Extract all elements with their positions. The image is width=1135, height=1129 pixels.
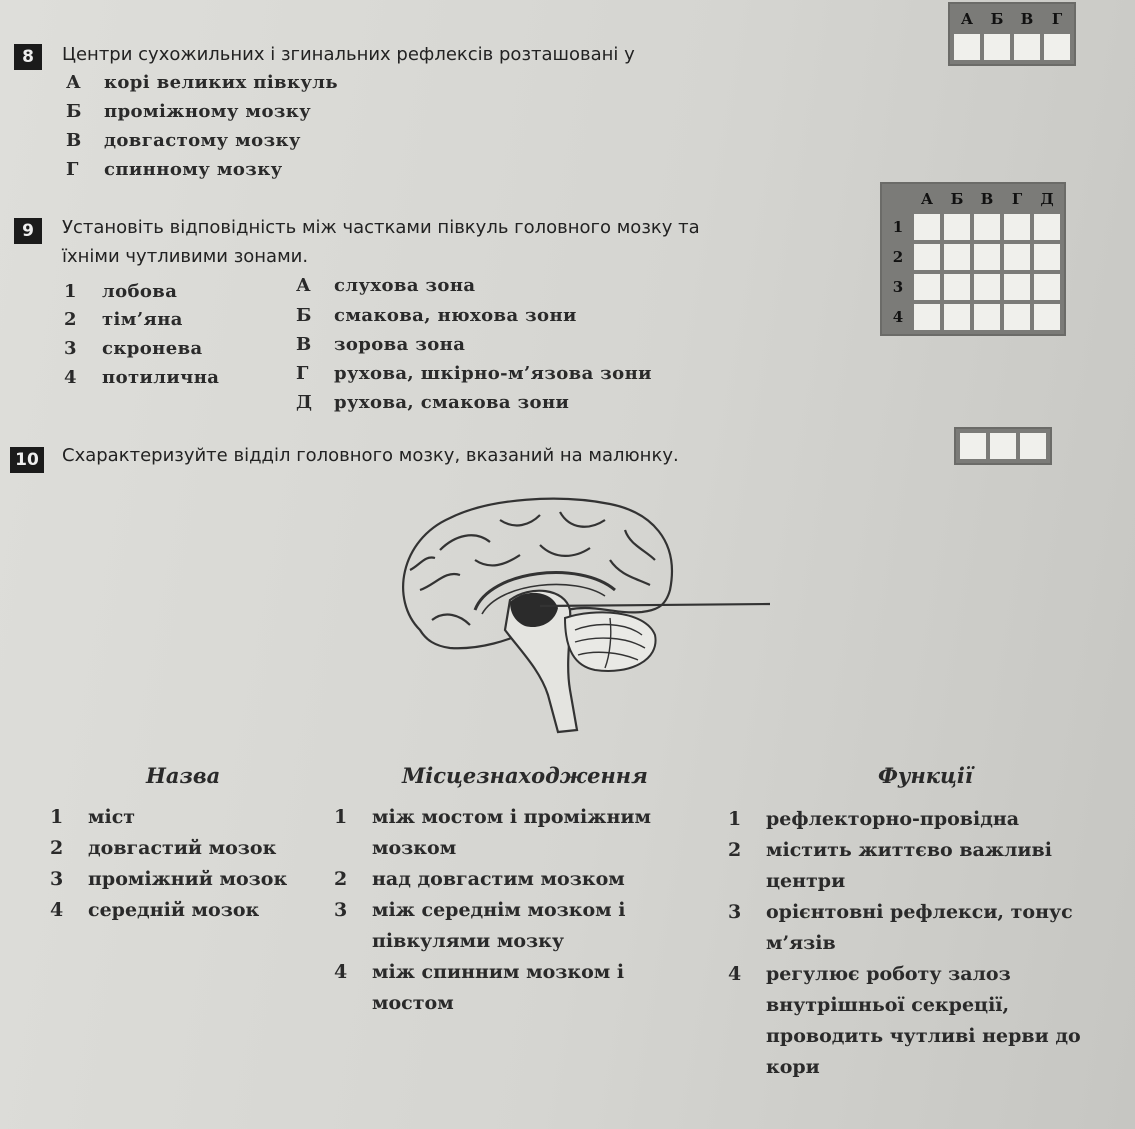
q9-left-1: 1 лобова — [64, 281, 178, 302]
answer-cell[interactable] — [990, 433, 1016, 459]
function-item: 1 рефлекторно-провідна — [728, 808, 1020, 830]
q9-grid-col-a: А — [920, 190, 934, 208]
q8-option-c: В довгастому мозку — [66, 130, 301, 151]
question-10-number: 10 — [10, 447, 44, 473]
name-item: 4 середній мозок — [50, 899, 260, 921]
answer-cell[interactable] — [944, 214, 970, 240]
answer-cell[interactable] — [984, 34, 1010, 60]
q8-answer-grid — [948, 2, 1076, 66]
answer-cell[interactable] — [1014, 34, 1040, 60]
answer-cell[interactable] — [944, 244, 970, 270]
question-8-number: 8 — [14, 44, 42, 70]
answer-cell[interactable] — [1004, 244, 1030, 270]
q9-grid-col-d: Г — [1011, 190, 1023, 208]
q8-grid-col-a: А — [960, 10, 974, 28]
brain-sagittal-illustration — [380, 490, 780, 740]
function-item: 4 регулює роботу залоз внутрішньої секреції, проводить чутливі нерви до кори — [728, 963, 1081, 1078]
answer-cell[interactable] — [1034, 244, 1060, 270]
names-list — [50, 802, 320, 926]
location-item: 1 між мостом і проміжним мозком — [334, 806, 651, 859]
answer-cell[interactable] — [974, 274, 1000, 300]
question-9-number: 9 — [14, 218, 42, 244]
column-header-name: Назва — [146, 763, 221, 788]
q9-right-e: Д рухова, смакова зони — [296, 392, 570, 413]
q8-grid-col-d: Г — [1051, 10, 1063, 28]
answer-cell[interactable] — [974, 214, 1000, 240]
q8-grid-col-b: Б — [990, 10, 1004, 28]
q9-grid-col-b: Б — [950, 190, 964, 208]
q9-right-b: Б смакова, нюхова зони — [296, 305, 577, 326]
functions-list — [728, 804, 1113, 1083]
location-item: 2 над довгастим мозком — [334, 868, 625, 890]
location-item: 4 між спинним мозком і мостом — [334, 961, 625, 1014]
answer-cell[interactable] — [974, 244, 1000, 270]
answer-cell[interactable] — [914, 244, 940, 270]
q8-option-b: Б проміжному мозку — [66, 101, 312, 122]
answer-cell[interactable] — [1034, 274, 1060, 300]
question-9-text-line1: Установіть відповідність між частками півкуль головного мозку та — [62, 217, 700, 238]
answer-cell[interactable] — [974, 304, 1000, 330]
locations-list — [334, 802, 689, 1019]
answer-cell[interactable] — [954, 34, 980, 60]
q8-option-a: А корі великих півкуль — [66, 72, 338, 93]
answer-cell[interactable] — [960, 433, 986, 459]
q9-grid-row-3: 3 — [892, 278, 904, 296]
answer-cell[interactable] — [1034, 214, 1060, 240]
q10-answer-grid — [954, 427, 1052, 465]
q8-option-d: Г спинному мозку — [66, 159, 283, 180]
q9-right-d: Г рухова, шкірно-м’язова зони — [296, 363, 652, 384]
answer-cell[interactable] — [914, 274, 940, 300]
q9-answer-grid — [880, 182, 1066, 336]
q9-left-4: 4 потилична — [64, 367, 220, 388]
name-item: 1 міст — [50, 806, 136, 828]
answer-cell[interactable] — [944, 274, 970, 300]
q9-grid-row-4: 4 — [892, 308, 904, 326]
q9-left-3: 3 скронева — [64, 338, 203, 359]
answer-cell[interactable] — [1020, 433, 1046, 459]
q9-right-c: В зорова зона — [296, 334, 466, 355]
q9-grid-col-e: Д — [1040, 190, 1054, 208]
q9-left-2: 2 тім’яна — [64, 309, 183, 330]
answer-cell[interactable] — [914, 214, 940, 240]
pointer-line — [540, 604, 770, 606]
answer-cell[interactable] — [1044, 34, 1070, 60]
question-8-text: Центри сухожильних і згинальних рефлексів розташовані у — [62, 44, 635, 65]
name-item: 3 проміжний мозок — [50, 868, 288, 890]
question-10-text: Схарактеризуйте відділ головного мозку, вказаний на малюнку. — [62, 445, 679, 466]
function-item: 2 містить життєво важливі центри — [728, 839, 1052, 892]
answer-cell[interactable] — [1004, 274, 1030, 300]
q9-grid-col-c: В — [980, 190, 994, 208]
question-9-text-line2: їхніми чутливими зонами. — [62, 246, 309, 267]
answer-cell[interactable] — [1034, 304, 1060, 330]
q9-grid-row-1: 1 — [892, 218, 904, 236]
column-header-location: Місцезнаходження — [402, 763, 648, 788]
column-header-functions: Функції — [878, 763, 973, 788]
answer-cell[interactable] — [914, 304, 940, 330]
answer-cell[interactable] — [1004, 214, 1030, 240]
q9-right-a: А слухова зона — [296, 275, 476, 296]
q8-grid-col-c: В — [1020, 10, 1034, 28]
answer-cell[interactable] — [944, 304, 970, 330]
q9-grid-row-2: 2 — [892, 248, 904, 266]
location-item: 3 між середнім мозком і півкулями мозку — [334, 899, 626, 952]
function-item: 3 орієнтовні рефлекси, тонус м’язів — [728, 901, 1073, 954]
name-item: 2 довгастий мозок — [50, 837, 277, 859]
answer-cell[interactable] — [1004, 304, 1030, 330]
